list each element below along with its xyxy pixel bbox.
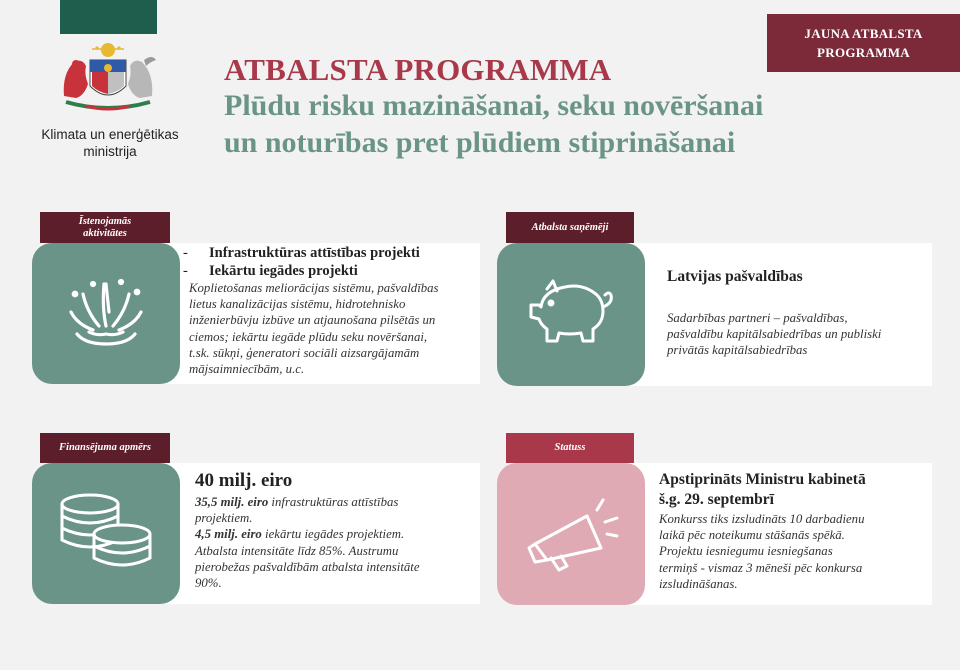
status-text-line: Konkurss tiks izsludināts 10 darbadienu	[659, 512, 865, 526]
activities-label-line2: aktivitātes	[83, 227, 127, 239]
page-title: ATBALSTA PROGRAMMA	[224, 52, 612, 87]
status-content	[659, 470, 929, 592]
activities-desc-line: Koplietošanas meliorācijas sistēmu, pašvaldības	[189, 281, 439, 295]
ministry-name	[36, 126, 184, 160]
new-program-badge	[767, 14, 960, 72]
piggy-bank-icon	[521, 273, 621, 357]
activities-content	[183, 245, 439, 377]
funding-intensity-line: 90%.	[195, 576, 222, 591]
status-icon-box	[497, 463, 645, 605]
funding-infra-amount: 35,5 milj. eiro	[195, 495, 269, 509]
activities-desc-line: ciemos; iekārtu iegāde plūdu seku novēršanai,	[189, 329, 428, 344]
recipients-icon-box	[497, 243, 645, 386]
ministry-name-line2: ministrija	[83, 144, 137, 159]
funding-icon-box	[32, 463, 180, 604]
badge-line2: PROGRAMMA	[817, 45, 910, 60]
funding-label: Finansējuma apmērs	[40, 433, 170, 463]
funding-equip-text: iekārtu iegādes projektiem.	[261, 527, 405, 542]
funding-intensity-line: Atbalsta intensitāte līdz 85%. Austrumu	[195, 543, 399, 558]
funding-intensity-line: pierobežas pašvaldībām atbalsta intensitāte	[195, 559, 420, 574]
recipients-partners-line: Sadarbības partneri – pašvaldības,	[667, 311, 848, 325]
funding-infra-text-2: projektiem.	[195, 511, 253, 526]
funding-equip-amount: 4,5 milj. eiro	[195, 527, 262, 542]
recipients-main: Latvijas pašvaldības	[667, 268, 803, 285]
funding-total: 40 milj. eiro	[195, 470, 293, 491]
activities-desc-line: inženierbūvju izbūve un atjaunošana pilsētās un	[189, 313, 436, 328]
funding-equip-line	[195, 526, 480, 542]
activities-icon-box	[32, 243, 180, 384]
water-splash-icon	[63, 272, 149, 356]
status-label: Statuss	[506, 433, 634, 463]
status-text	[659, 511, 929, 592]
page-subtitle-line1: Plūdu risku mazināšanai, seku novēršanai	[224, 89, 764, 122]
status-text-line: termiņš - vismaz 3 mēneši pēc konkursa	[659, 560, 863, 575]
activities-desc-line: t.sk. sūkņi, ģeneratori sociāli aizsargājamām	[189, 345, 420, 360]
activities-desc-line: lietus kanalizācijas sistēmu, hidrotehnisko	[189, 297, 406, 312]
status-heading-line1: Apstiprināts Ministru kabinetā	[659, 471, 866, 488]
funding-content	[195, 470, 480, 591]
activities-bullet-2: - Iekārtu iegādes projekti	[183, 263, 358, 279]
activities-label-line1: Īstenojamās	[78, 215, 132, 227]
top-green-bar	[60, 0, 157, 34]
funding-details	[195, 494, 480, 591]
coins-icon	[56, 490, 156, 578]
coat-of-arms-logo	[56, 40, 160, 112]
status-text-line: izsludināšanas.	[659, 576, 738, 591]
status-text-line: Projektu iesniegumu iesniegšanas	[659, 544, 833, 559]
megaphone-icon	[521, 490, 621, 578]
badge-line1: JAUNA ATBALSTA	[804, 26, 923, 41]
activities-bullet-1: - Infrastruktūras attīstības projekti	[183, 245, 420, 261]
funding-infra-line	[195, 494, 480, 510]
funding-infra-text: infrastruktūras attīstības	[268, 495, 399, 509]
activities-label	[40, 212, 170, 243]
bullet-2-text: Iekārtu iegādes projekti	[209, 263, 358, 279]
recipients-partners-line: pašvaldību kapitālsabiedrības un publiski	[667, 327, 882, 342]
bullet-1-text: Infrastruktūras attīstības projekti	[209, 245, 420, 261]
status-text-line: laikā pēc noteikumu stāšanās spēkā.	[659, 528, 845, 543]
activities-desc-line: mājsaimniecībām, u.c.	[189, 362, 305, 377]
recipients-partners-line: privātās kapitālsabiedrības	[667, 343, 808, 358]
status-heading	[659, 470, 929, 510]
page-subtitle-line2: un noturības pret plūdiem stiprināšanai	[224, 126, 736, 159]
ministry-name-line1: Klimata un enerģētikas	[41, 127, 179, 142]
recipients-partners	[667, 310, 881, 359]
recipients-label: Atbalsta saņēmēji	[506, 212, 634, 243]
status-heading-line2: š.g. 29. septembrī	[659, 491, 774, 508]
activities-description	[189, 280, 439, 377]
